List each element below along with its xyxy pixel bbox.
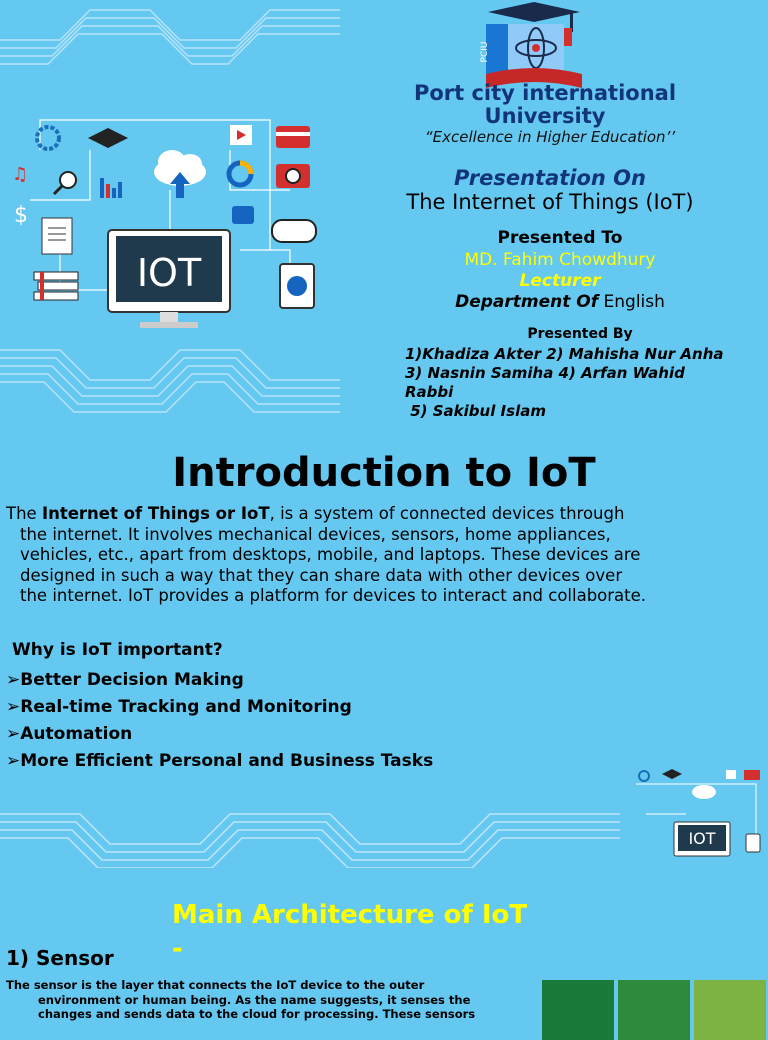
image-tile <box>618 980 690 1040</box>
graduation-cap-icon <box>88 128 128 148</box>
para-line: the internet. It involves mechanical devices, sensors, home appliances, <box>20 524 611 544</box>
iot-illustration <box>0 0 340 434</box>
gamepad-icon <box>272 220 316 242</box>
presentation-title: The Internet of Things (IoT) <box>406 190 694 214</box>
member-line: 5) Sakibul Islam <box>405 402 546 420</box>
para-line: the internet. IoT provides a platform for devices to interact and collaborate. <box>20 586 647 605</box>
sensor-paragraph <box>6 978 526 1022</box>
para-rest: , is a system of connected devices through <box>269 504 625 523</box>
slide-title: Introduction to IoT <box>172 450 596 496</box>
image-tile <box>542 980 614 1040</box>
cloud-upload-icon <box>154 150 206 198</box>
department <box>400 292 720 312</box>
member-line: 3) Nasnin Samiha 4) Arfan Wahid Rabbi <box>405 364 685 401</box>
intro-paragraph <box>6 504 758 607</box>
architecture-slide <box>0 868 768 1024</box>
books-icon <box>34 272 78 300</box>
why-heading: Why is IoT important? <box>12 640 223 660</box>
presentation-on-label: Presentation On <box>454 166 646 190</box>
slide-title: Main Architecture of IoT - <box>172 900 528 964</box>
search-icon <box>60 172 76 188</box>
credit-card-icon <box>276 126 310 148</box>
document-icon <box>42 218 72 254</box>
iot-small-illustration <box>626 764 766 860</box>
para-line: The sensor is the layer that connects the IoT device to the outer <box>6 978 425 992</box>
chat-icon <box>232 206 254 224</box>
para-prefix: The <box>6 504 42 523</box>
department-label: Department Of <box>455 292 599 312</box>
university-name: Port city international University <box>413 81 677 128</box>
why-list <box>6 667 433 775</box>
image-tile <box>694 980 766 1040</box>
teacher-role: Lecturer <box>519 271 601 291</box>
para-line: environment or human being. As the name suggests, it senses the <box>38 992 471 1007</box>
logo-text: PCIU <box>480 41 490 63</box>
para-line: vehicles, etc., apart from desktops, mobile, and laptops. These devices are <box>20 545 641 564</box>
para-line: changes and sends data to the cloud for processing. These sensors <box>38 1007 476 1021</box>
list-item: ➢Real-time Tracking and Monitoring <box>6 697 352 717</box>
list-item: ➢More Efficient Personal and Business Tasks <box>6 751 434 771</box>
bar-chart-icon <box>100 178 122 198</box>
para-line: designed in such a way that they can share data with other devices over <box>20 565 623 585</box>
department-name: English <box>603 292 665 312</box>
svg-text:♫: ♫ <box>12 164 29 185</box>
section-heading: 1) Sensor <box>6 946 114 970</box>
list-item: ➢Automation <box>6 724 133 744</box>
list-item: ➢Better Decision Making <box>6 670 244 690</box>
tagline: “Excellence in Higher Education’’ <box>424 128 676 146</box>
title-slide <box>0 0 768 434</box>
member-line: 1)Khadiza Akter 2) Mahisha Nur Anha <box>405 345 724 363</box>
member-list <box>405 345 725 421</box>
iot-monitor-label: IOT <box>688 829 716 848</box>
svg-text:$: $ <box>14 203 28 228</box>
iot-monitor-label: IOT <box>136 251 202 295</box>
intro-slide <box>0 434 768 868</box>
teacher-name: MD. Fahim Chowdhury <box>464 250 656 270</box>
presented-by-label: Presented By <box>527 326 633 342</box>
para-bold: Internet of Things or IoT <box>41 504 270 523</box>
presented-to-label: Presented To <box>497 228 623 248</box>
